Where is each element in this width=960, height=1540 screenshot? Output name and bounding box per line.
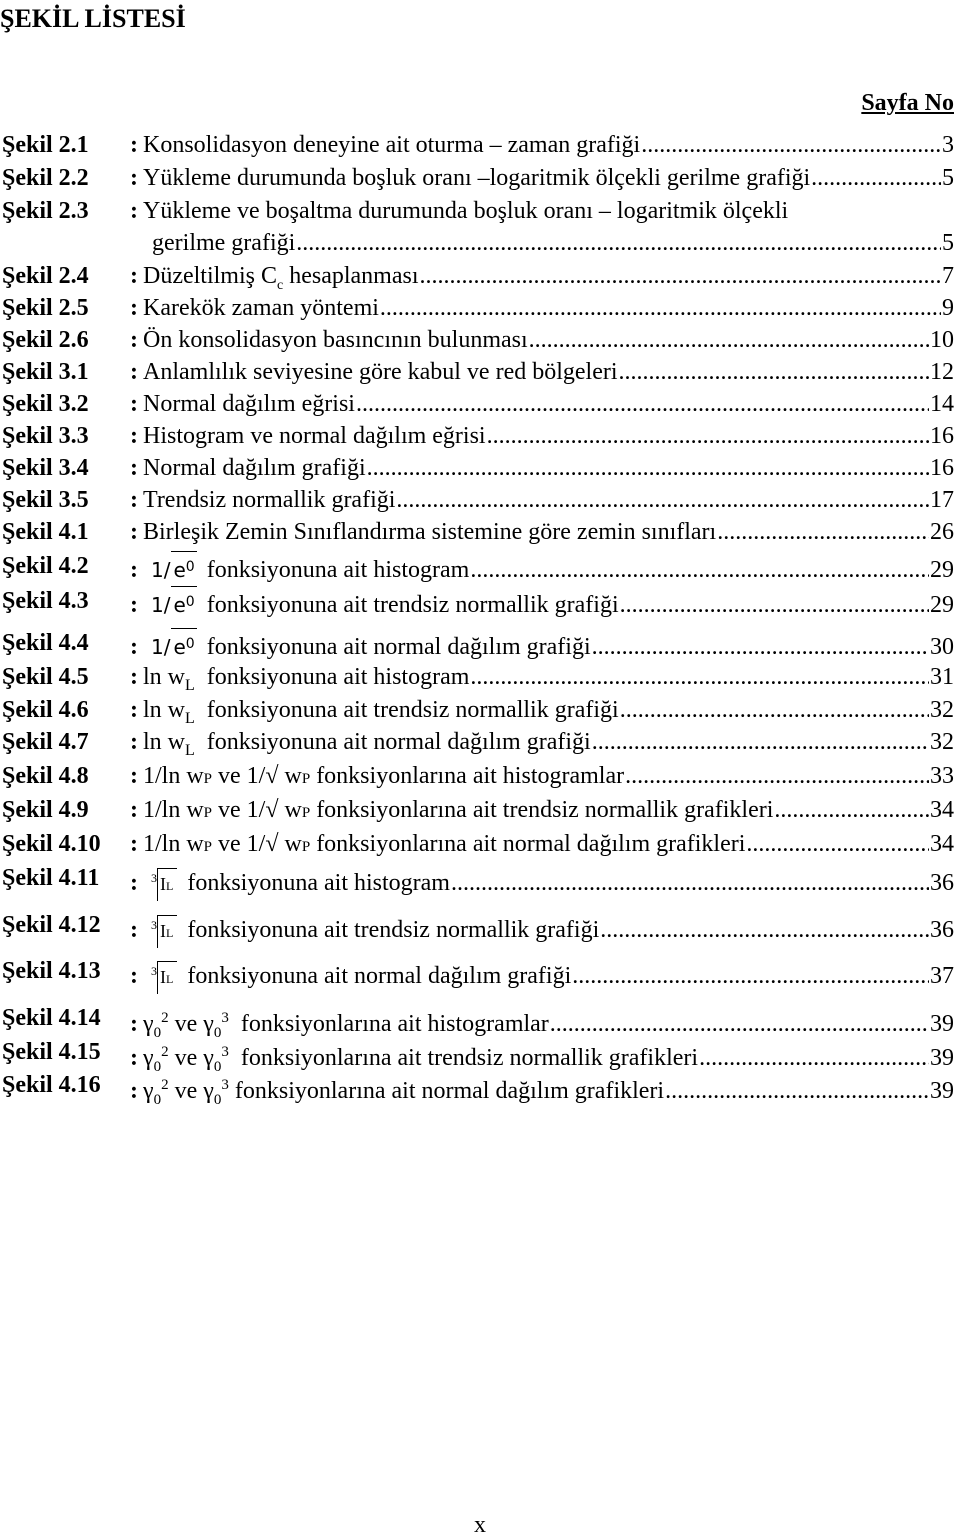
leader-dots xyxy=(550,1009,929,1039)
figure-label: Şekil 4.4 xyxy=(2,630,89,656)
separator: : xyxy=(130,263,138,289)
figure-title: fonksiyonuna ait normal dağılım grafiği xyxy=(187,963,572,989)
page-ref: 7 xyxy=(942,263,954,289)
leader-dots xyxy=(641,130,941,160)
page-ref: 37 xyxy=(930,963,954,989)
page-title: ŞEKİL LİSTESİ xyxy=(0,4,186,33)
separator: : xyxy=(130,763,138,789)
separator: : xyxy=(130,132,138,158)
figure-title: Ön konsolidasyon basıncının bulunması xyxy=(143,327,528,353)
leader-dots xyxy=(619,357,929,387)
figure-label: Şekil 2.6 xyxy=(2,327,89,353)
figure-label: Şekil 4.13 xyxy=(2,958,101,984)
formula-cube-root-il: $^3$ IL xyxy=(151,863,177,901)
separator: : xyxy=(130,295,138,321)
separator: : xyxy=(130,1011,138,1037)
page-ref: 32 xyxy=(930,729,954,755)
separator: : xyxy=(130,519,138,545)
figure-title: $\ln w_L$ fonksiyonuna ait histogram xyxy=(143,664,470,694)
leader-dots xyxy=(811,163,941,193)
figure-label: Şekil 4.10 xyxy=(2,831,101,857)
figure-label: Şekil 4.2 xyxy=(2,553,89,579)
page-ref: 34 xyxy=(930,831,954,857)
figure-title: fonksiyonuna ait histogram xyxy=(187,870,450,896)
leader-dots xyxy=(620,590,929,620)
separator: : xyxy=(130,455,138,481)
page-ref: 33 xyxy=(930,763,954,789)
page-ref: 29 xyxy=(930,592,954,618)
figure-label: Şekil 4.7 xyxy=(2,729,89,755)
separator: : xyxy=(130,165,138,191)
leader-dots xyxy=(367,453,929,483)
figure-label: Şekil 4.6 xyxy=(2,697,89,723)
figure-label: Şekil 3.3 xyxy=(2,423,89,449)
leader-dots xyxy=(746,829,929,859)
page-ref: 34 xyxy=(930,797,954,823)
figure-title: Anlamlılık seviyesine göre kabul ve red bölgeleri xyxy=(143,359,618,385)
separator: : xyxy=(130,1078,138,1104)
formula-inverse-sqrt-e0: 1/ $e^0$ xyxy=(151,551,197,585)
figure-label: Şekil 3.1 xyxy=(2,359,89,385)
page-ref: 10 xyxy=(930,327,954,353)
figure-title: 1/ln wP ve 1/√ wP fonksiyonlarına ait normal dağılım grafikleri xyxy=(143,831,746,857)
leader-dots xyxy=(600,915,929,945)
figure-title: Histogram ve normal dağılım eğrisi xyxy=(143,423,486,449)
separator: : xyxy=(130,1045,138,1071)
page-ref: 29 xyxy=(930,557,954,583)
figure-label: Şekil 4.12 xyxy=(2,912,101,938)
leader-dots xyxy=(592,727,929,757)
separator: : xyxy=(130,831,138,857)
leader-dots xyxy=(470,662,929,692)
figure-label: Şekil 4.8 xyxy=(2,763,89,789)
page-ref: 12 xyxy=(930,359,954,385)
page-ref: 39 xyxy=(930,1011,954,1037)
separator: : xyxy=(130,359,138,385)
figure-title: Düzeltilmiş $C_c$ hesaplanması xyxy=(143,263,419,293)
formula-cube-root-il: $^3$ IL xyxy=(151,910,177,948)
page-ref: 14 xyxy=(930,391,954,417)
figure-title: $\gamma_0^2$ ve $\gamma_0^3$ fonksiyonlarına ait normal dağılım grafikleri xyxy=(143,1077,665,1108)
figure-label: Şekil 4.5 xyxy=(2,664,89,690)
page-ref: 31 xyxy=(930,664,954,690)
figure-title: fonksiyonuna ait trendsiz normallik grafiği xyxy=(187,917,600,943)
page-ref: 30 xyxy=(930,634,954,660)
figure-title: Konsolidasyon deneyine ait oturma – zaman grafiği xyxy=(143,132,641,158)
leader-dots xyxy=(487,421,929,451)
figure-title: Normal dağılım grafiği xyxy=(143,455,366,481)
figure-title: fonksiyonuna ait normal dağılım grafiği xyxy=(206,634,591,660)
leader-dots xyxy=(420,261,941,291)
separator: : xyxy=(130,327,138,353)
separator: : xyxy=(130,729,138,755)
leader-dots xyxy=(625,761,929,791)
separator: : xyxy=(130,797,138,823)
separator: : xyxy=(130,391,138,417)
figure-label: Şekil 4.14 xyxy=(2,1005,101,1031)
page-number: x xyxy=(474,1512,486,1538)
separator: : xyxy=(130,870,138,896)
page-ref: 36 xyxy=(930,917,954,943)
separator: : xyxy=(130,963,138,989)
separator: : xyxy=(130,664,138,690)
formula-inverse-sqrt-e0: 1/ $e^0$ xyxy=(151,586,197,620)
figure-title: fonksiyonuna ait trendsiz normallik grafiği xyxy=(206,592,619,618)
separator: : xyxy=(130,487,138,513)
formula-cube-root-il: $^3$ IL xyxy=(151,956,177,994)
leader-dots xyxy=(717,517,929,547)
page-ref: 5 xyxy=(942,165,954,191)
leader-dots xyxy=(592,632,929,662)
figure-title: Birleşik Zemin Sınıflandırma sistemine göre zemin sınıfları xyxy=(143,519,717,545)
figure-label: Şekil 2.4 xyxy=(2,263,89,289)
figure-title: 1/ln wP ve 1/√ wP fonksiyonlarına ait histogramlar xyxy=(143,763,625,789)
figure-title: Yükleme durumunda boşluk oranı –logaritmik ölçekli gerilme grafiği xyxy=(143,165,811,191)
page-ref: 17 xyxy=(930,487,954,513)
figure-label: Şekil 3.4 xyxy=(2,455,89,481)
figure-title: Yükleme ve boşaltma durumunda boşluk oranı – logaritmik ölçekli xyxy=(143,198,789,224)
figure-label: Şekil 4.9 xyxy=(2,797,89,823)
leader-dots xyxy=(296,228,941,258)
page-ref: 16 xyxy=(930,423,954,449)
page-ref: 9 xyxy=(942,295,954,321)
figure-title: $\gamma_0^2$ ve $\gamma_0^3$ fonksiyonlarına ait trendsiz normallik grafikleri xyxy=(143,1044,699,1075)
page-ref: 26 xyxy=(930,519,954,545)
figure-title: 1/ln wP ve 1/√ wP fonksiyonlarına ait trendsiz normallik grafikleri xyxy=(143,797,774,823)
figure-label: Şekil 2.2 xyxy=(2,165,89,191)
leader-dots xyxy=(451,868,929,898)
figure-title: $\ln w_L$ fonksiyonuna ait trendsiz normallik grafiği xyxy=(143,697,619,727)
figure-label: Şekil 4.1 xyxy=(2,519,89,545)
figure-label: Şekil 3.5 xyxy=(2,487,89,513)
separator: : xyxy=(130,697,138,723)
figure-label: Şekil 4.15 xyxy=(2,1039,101,1065)
leader-dots xyxy=(470,555,929,585)
figure-label: Şekil 2.1 xyxy=(2,132,89,158)
page-ref: 16 xyxy=(930,455,954,481)
figure-label: Şekil 2.3 xyxy=(2,198,89,224)
separator: : xyxy=(130,557,138,583)
leader-dots xyxy=(620,695,929,725)
figure-label: Şekil 4.3 xyxy=(2,588,89,614)
figure-title: $\gamma_0^2$ ve $\gamma_0^3$ fonksiyonlarına ait histogramlar xyxy=(143,1010,549,1041)
page-ref: 32 xyxy=(930,697,954,723)
page-ref: 5 xyxy=(942,230,954,256)
leader-dots xyxy=(380,293,941,323)
separator: : xyxy=(130,634,138,660)
separator: : xyxy=(130,592,138,618)
leader-dots xyxy=(529,325,929,355)
leader-dots xyxy=(665,1076,929,1106)
figure-title-continued: gerilme grafiği xyxy=(152,230,296,256)
figure-title: fonksiyonuna ait histogram xyxy=(206,557,470,583)
leader-dots xyxy=(396,485,929,515)
leader-dots xyxy=(356,389,929,419)
leader-dots xyxy=(572,961,929,991)
page-ref: 36 xyxy=(930,870,954,896)
page-ref: 39 xyxy=(930,1078,954,1104)
page-number-column-header: Sayfa No xyxy=(861,90,954,116)
separator: : xyxy=(130,917,138,943)
figure-title: Normal dağılım eğrisi xyxy=(143,391,355,417)
figure-label: Şekil 4.16 xyxy=(2,1072,101,1098)
formula-inverse-sqrt-e0: 1/ $e^0$ xyxy=(151,628,197,662)
page-ref: 39 xyxy=(930,1045,954,1071)
figure-label: Şekil 3.2 xyxy=(2,391,89,417)
page-ref: 3 xyxy=(942,132,954,158)
separator: : xyxy=(130,423,138,449)
separator: : xyxy=(130,198,138,224)
leader-dots xyxy=(699,1043,929,1073)
leader-dots xyxy=(774,795,929,825)
figure-label: Şekil 2.5 xyxy=(2,295,89,321)
figure-title: Trendsiz normallik grafiği xyxy=(143,487,396,513)
figure-title: $\ln w_L$ fonksiyonuna ait normal dağılım grafiği xyxy=(143,729,591,759)
figure-title: Karekök zaman yöntemi xyxy=(143,295,379,321)
figure-label: Şekil 4.11 xyxy=(2,865,100,891)
